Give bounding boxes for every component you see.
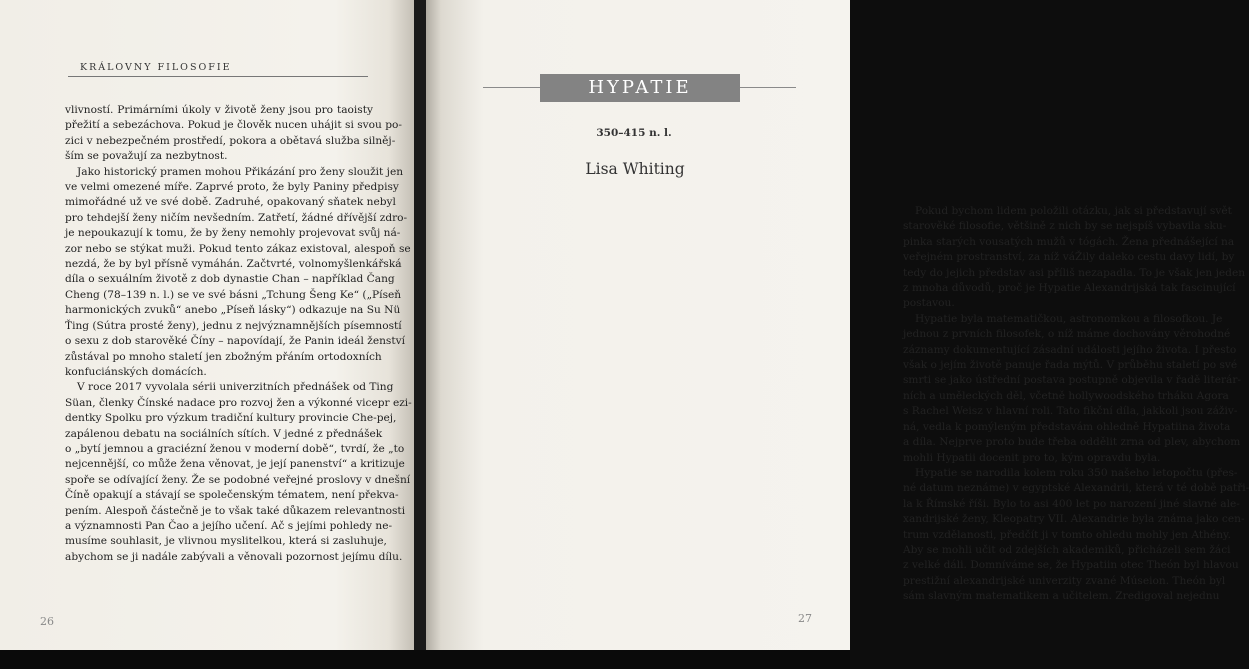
text-line: né datum neznáme) v egyptské Alexandrii, která v té době patři- xyxy=(903,482,1249,495)
text-line: la k Římské říši. Bylo to asi 400 let po narození jiné slavné ale- xyxy=(903,497,1240,510)
text-line: ních a uměleckých děl, včetně hollywoodského trháku Agora xyxy=(903,389,1229,402)
text-line: harmonických zvuků“ anebo „Píseň lásky“) odkazuje na Su Nü xyxy=(65,304,401,317)
text-line: Süan, členky Čínské nadace pro rozvoj žen a výkonné vicepr ezi- xyxy=(65,396,412,409)
text-line: Jako historický pramen mohou Přikázání pro ženy sloužit jen xyxy=(77,165,404,178)
text-line: mimořádné už ve své době. Zadruhé, opakovaný sňatek nebyl xyxy=(65,196,396,209)
text-line: o „bytí jemnou a graciézní ženou v moderní době“, tvrdí, že „to xyxy=(65,442,405,455)
text-line: abychom se ji nadále zabývali a věnovali pozornost jejímu dílu. xyxy=(65,550,403,563)
text-line: z velké dáli. Domníváme se, že Hypatiin otec Theón byl hlavou xyxy=(903,559,1239,572)
running-head: KRÁLOVNY FILOSOFIE xyxy=(80,62,232,73)
text-line: Číně opakují a stávají se společenským tématem, není překva- xyxy=(65,489,399,502)
text-line: o sexu z dob starověké Číny – napovídají, že Panin ideál ženství xyxy=(65,335,405,348)
text-line: tedy do jejich představ asi příliš nezapadla. To je však jen jeden xyxy=(903,266,1246,279)
text-line: veřejném prostranství, za níž váŽily daleko cestu davy lidí, by xyxy=(903,251,1235,264)
text-line: zor nebo se stýkat muži. Pokud tento zákaz existoval, alespoň se xyxy=(65,242,411,255)
text-line: pro tehdejší ženy ničím nevšedním. Zatřetí, žádné dřívější zdro- xyxy=(65,211,408,224)
text-line: zapálenou debatu na sociálních sítích. V jedné z přednášek xyxy=(65,427,383,440)
text-line: ším se považují za nezbytnost. xyxy=(65,150,228,163)
text-line: smrti se jako ústřední postava postupně objevila v řadě literár- xyxy=(903,374,1241,387)
text-line: starověké filosofie, většině z nich by se nejspíš vybavila sku- xyxy=(903,220,1227,233)
text-line: pinka starých vousatých mužů v tógách. Žena přednášející na xyxy=(903,235,1235,248)
page-number-right: 27 xyxy=(798,612,812,625)
text-line: mohli Hypatii docenit pro to, kým opravdu byla. xyxy=(903,451,1161,464)
text-line: z mnoha důvodů, proč je Hypatie Alexandrijská tak fascinující xyxy=(903,282,1236,295)
text-line: Hypatie se narodila kolem roku 350 našeho letopočtu (přes- xyxy=(915,466,1238,479)
chapter-title: HYPATIE xyxy=(540,74,740,102)
text-line: s Rachel Weisz v hlavní roli. Tato fikční díla, jakkoli jsou záživ- xyxy=(903,405,1238,418)
text-line: postavou. xyxy=(903,297,955,310)
text-line: prestižní alexandrijské univerzity zvané Múseion. Theón byl xyxy=(903,574,1226,587)
text-line: ná, vedla k pomýleným představám ohledně Hypatiina života xyxy=(903,420,1231,433)
text-line: trum vzdělanosti, předčít ji v tomto ohledu mohly jen Athény. xyxy=(903,528,1231,541)
text-line: dentky Spolku pro výzkum tradiční kultury provincie Che-pej, xyxy=(65,412,397,425)
left-page xyxy=(0,0,418,652)
page-number-left: 26 xyxy=(40,615,54,628)
running-head-rule xyxy=(68,76,368,77)
text-line: pením. Alespoň částečně je to však také důkazem relevantnosti xyxy=(65,504,406,517)
text-line: však o jejím životě panuje řada mýtů. V průběhu staletí po své xyxy=(903,359,1238,372)
book-gutter xyxy=(414,0,426,669)
text-line: a díla. Nejprve proto bude třeba oddělit zrna od plev, abychom xyxy=(903,436,1241,449)
text-line: konfuciánských domácích. xyxy=(65,365,207,378)
text-line: Hypatie byla matematičkou, astronomkou a filosofkou. Je xyxy=(915,312,1223,325)
text-line: xandrijské ženy, Kleopatry VII. Alexandrie byla známa jako cen- xyxy=(903,513,1245,526)
bottom-edge xyxy=(0,650,850,669)
text-line: jednou z prvních filosofek, o níž máme dochovány věrohodné xyxy=(903,328,1231,341)
text-line: je nepoukazují k tomu, že by ženy nemohly projevovat svůj ná- xyxy=(65,227,401,240)
text-line: Cheng (78–139 n. l.) se ve své básni „Tchung Šeng Ke“ („Píseň xyxy=(65,288,402,301)
text-line: a významnosti Pan Čao a jejího učení. Ač s jejími pohledy ne- xyxy=(65,519,393,532)
right-body-text xyxy=(903,204,1249,605)
text-line: díla o sexuálním životě z dob dynastie Chan – například Čang xyxy=(65,273,395,286)
text-line: záznamy dokumentující zásadní události jejího života. I přesto xyxy=(903,343,1237,356)
text-line: přežití a sebezáchova. Pokud je člověk nucen uhájit si svou po- xyxy=(65,119,402,132)
text-line: Pokud bychom lidem položili otázku, jak si představují svět xyxy=(915,205,1232,217)
text-line: V roce 2017 vyvolala sérii univerzitních přednášek od Ting xyxy=(77,381,394,394)
text-line: nezdá, že by byl přísně vymáhán. Začtvrté, volnomyšlenkářská xyxy=(65,258,402,271)
text-line: ve velmi omezené míře. Zaprvé proto, že byly Paniny předpisy xyxy=(65,181,399,194)
chapter-dates: 350–415 n. l. xyxy=(596,127,672,139)
text-line: nejcennější, co může žena věnovat, je její panenství“ a kritizuje xyxy=(65,458,405,471)
text-line: zici v nebezpečném prostředí, pokora a obětavá služba silněj- xyxy=(65,134,396,147)
text-line: vlivností. Primárními úkoly v životě ženy jsou pro taoisty xyxy=(65,104,373,116)
text-line: Aby se mohli učit od zdejších akademiků, přicházeli sem žáci xyxy=(903,543,1231,556)
left-body-text xyxy=(65,103,412,565)
text-line: Ťing (Sútra prosté ženy), jednu z nejvýznamnějších písemností xyxy=(65,319,402,332)
text-line: spoře se odívající ženy. Že se podobné veřejné proslovy v dnešní xyxy=(65,473,411,486)
text-line: sám slavným matematikem a učitelem. Zredigoval nejednu xyxy=(903,590,1220,603)
text-line: musíme souhlasit, je vlivnou myslitelkou, která si zasluhuje, xyxy=(65,535,387,548)
text-line: zůstával po mnoho staletí jen zbožným přáním ortodoxních xyxy=(65,350,382,363)
chapter-author: Lisa Whiting xyxy=(585,160,685,178)
